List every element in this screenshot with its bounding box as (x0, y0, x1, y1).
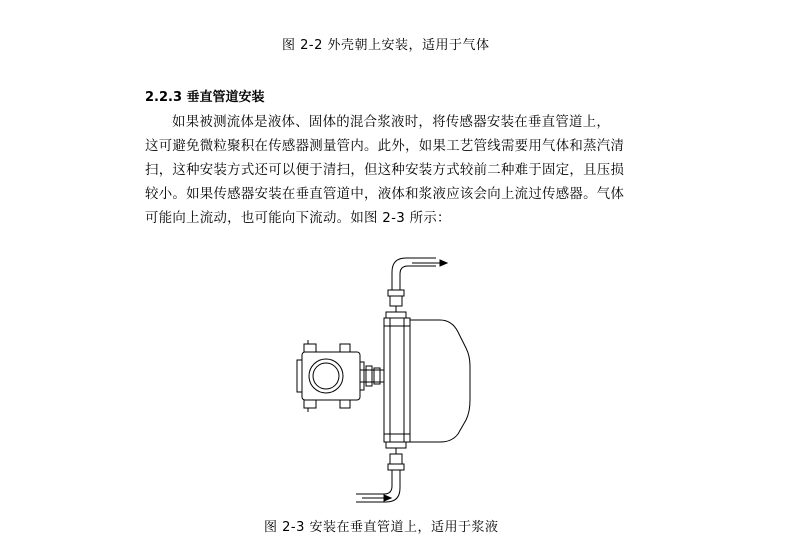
figure-2-3-caption: 图 2-3 安装在垂直管道上，适用于浆液 (264, 520, 499, 535)
outlet-flow-arrowhead (440, 260, 447, 266)
inlet-flow-arrowhead (384, 495, 391, 501)
paragraph-line: 这可避免微粒聚积在传感器测量管内。此外，如果工艺管线需要用气体和蒸汽清 (145, 139, 625, 154)
sensor-body (384, 318, 410, 442)
sensor-housing-shell (410, 320, 470, 442)
inlet-pipe-inner (356, 470, 392, 494)
paragraph-line: 如果被测流体是液体、固体的混合浆液时，将传感器安装在垂直管道上， (172, 115, 611, 130)
outlet-pipe-inner (400, 266, 436, 290)
transmitter-display-outer (309, 359, 343, 393)
cable-gland-bottom (304, 400, 316, 408)
paragraph-line: 扫，这种安装方式还可以便于清扫，但这种安装方式较前二种难于固定，且压损 (145, 163, 625, 178)
transmitter-display-inner (313, 363, 339, 389)
section-title: 垂直管道安装 (186, 90, 265, 105)
transmitter-cap-left (297, 360, 302, 392)
figure-2-2-caption: 图 2-2 外壳朝上安装，适用于气体 (282, 38, 490, 53)
cable-gland-top (304, 344, 316, 352)
upper-fitting-nut (390, 296, 402, 306)
upper-flange (386, 312, 406, 318)
lower-fitting (388, 464, 404, 470)
section-number: 2.2.3 (145, 90, 183, 105)
neck-collar (366, 366, 372, 386)
paragraph-line: 较小。如果传感器安装在垂直管道中，液体和浆液应该会向上流过传感器。气体 (145, 187, 625, 202)
lower-flange (386, 442, 406, 448)
upper-fitting (388, 290, 404, 296)
transmitter-housing (302, 352, 360, 400)
paragraph-line: 可能向上流动，也可能向下流动。如图 2-3 所示： (145, 211, 451, 226)
inlet-pipe-outer (356, 470, 400, 502)
lower-fitting-nut (390, 454, 402, 464)
